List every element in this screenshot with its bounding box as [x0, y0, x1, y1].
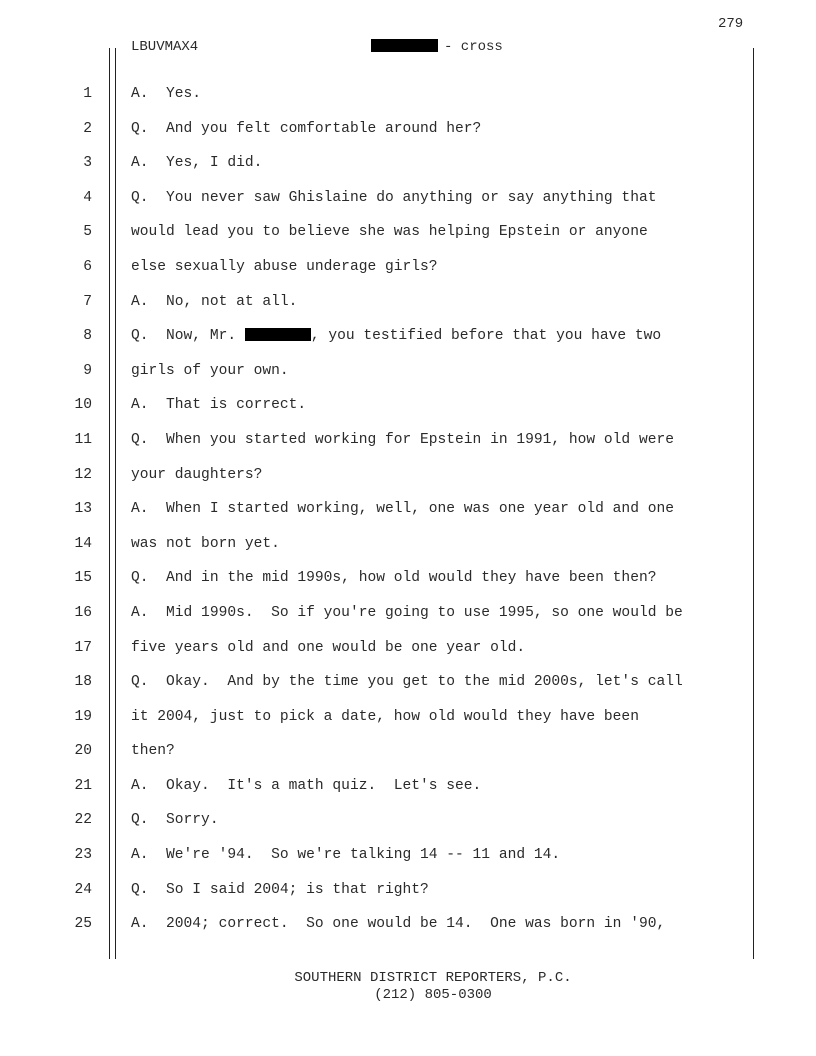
transcript-line	[0, 639, 816, 674]
transcript-line	[0, 120, 816, 155]
line-number: 6	[83, 258, 92, 275]
transcript-body	[0, 85, 816, 950]
transcript-line	[0, 535, 816, 570]
redacted-witness-name	[371, 39, 438, 52]
line-number: 2	[83, 120, 92, 137]
transcript-line	[0, 500, 816, 535]
line-text: then?	[131, 743, 175, 760]
line-text: A. No, not at all.	[131, 293, 298, 310]
line-text: A. 2004; correct. So one would be 14. One was born in '90,	[131, 916, 666, 933]
transcript-line	[0, 223, 816, 258]
line-number: 12	[74, 466, 92, 483]
line-number: 17	[74, 639, 92, 656]
line-text: would lead you to believe she was helping Epstein or anyone	[131, 224, 648, 241]
transcript-line	[0, 154, 816, 189]
line-text: it 2004, just to pick a date, how old would they have been	[131, 708, 639, 725]
transcript-line	[0, 915, 816, 950]
transcript-line	[0, 431, 816, 466]
transcript-line	[0, 673, 816, 708]
case-code: LBUVMAX4	[131, 39, 199, 55]
line-text: Q. And in the mid 1990s, how old would they have been then?	[131, 570, 657, 587]
line-text: your daughters?	[131, 466, 263, 483]
line-text: else sexually abuse underage girls?	[131, 258, 438, 275]
line-number: 20	[74, 743, 92, 760]
line-text: was not born yet.	[131, 535, 280, 552]
line-number: 9	[83, 362, 92, 379]
header-witness	[371, 39, 503, 55]
page-footer	[0, 970, 816, 1004]
line-number: 25	[74, 916, 92, 933]
transcript-line	[0, 708, 816, 743]
line-text: Q. Sorry.	[131, 812, 219, 829]
transcript-line	[0, 396, 816, 431]
line-text: five years old and one would be one year old.	[131, 639, 526, 656]
line-text	[131, 327, 661, 345]
transcript-line	[0, 362, 816, 397]
line-text: Q. You never saw Ghislaine do anything or say anything that	[131, 189, 657, 206]
line-number: 10	[74, 397, 92, 414]
page-number: 279	[718, 16, 744, 32]
transcript-line	[0, 811, 816, 846]
transcript-line	[0, 189, 816, 224]
line-text: girls of your own.	[131, 362, 289, 379]
line-text: Q. And you felt comfortable around her?	[131, 120, 482, 137]
line-text: A. Mid 1990s. So if you're going to use 1995, so one would be	[131, 604, 683, 621]
line-text: Q. Okay. And by the time you get to the mid 2000s, let's call	[131, 674, 683, 691]
transcript-line	[0, 881, 816, 916]
line-text: A. Okay. It's a math quiz. Let's see.	[131, 777, 482, 794]
line-number: 7	[83, 293, 92, 310]
line-text: Q. So I said 2004; is that right?	[131, 881, 429, 898]
line-number: 22	[74, 812, 92, 829]
reporter-phone: (212) 805-0300	[374, 987, 492, 1003]
line-number: 24	[74, 881, 92, 898]
line-number: 1	[83, 86, 92, 102]
line-number: 16	[74, 604, 92, 621]
line-text-before: Q. Now, Mr.	[131, 328, 245, 345]
line-number: 11	[74, 431, 92, 448]
line-text: A. That is correct.	[131, 397, 307, 414]
line-text: A. We're '94. So we're talking 14 -- 11 and 14.	[131, 847, 561, 864]
line-number: 13	[74, 501, 92, 518]
transcript-line	[0, 293, 816, 328]
line-number: 21	[74, 777, 92, 794]
transcript-line	[0, 569, 816, 604]
transcript-line	[0, 777, 816, 812]
line-number: 19	[74, 708, 92, 725]
line-number: 23	[74, 847, 92, 864]
line-text-after: , you testified before that you have two	[310, 328, 662, 345]
line-text: A. Yes, I did.	[131, 155, 263, 172]
transcript-line	[0, 846, 816, 881]
line-number: 15	[74, 570, 92, 587]
reporter-company: SOUTHERN DISTRICT REPORTERS, P.C.	[294, 970, 572, 986]
redacted-witness-name	[245, 328, 311, 341]
section-label: - cross	[444, 39, 503, 55]
line-number: 5	[83, 224, 92, 241]
transcript-line	[0, 742, 816, 777]
transcript-line	[0, 258, 816, 293]
line-number: 3	[83, 155, 92, 172]
line-text: Q. When you started working for Epstein in 1991, how old were	[131, 431, 674, 448]
transcript-line	[0, 604, 816, 639]
transcript-line	[0, 85, 816, 120]
line-number: 4	[83, 189, 92, 206]
line-text: A. Yes.	[131, 86, 202, 102]
page-header	[131, 39, 731, 57]
line-text: A. When I started working, well, one was one year old and one	[131, 501, 674, 518]
line-number: 18	[74, 674, 92, 691]
transcript-line	[0, 466, 816, 501]
line-number: 8	[83, 328, 92, 345]
line-number: 14	[74, 535, 92, 552]
transcript-line	[0, 327, 816, 362]
